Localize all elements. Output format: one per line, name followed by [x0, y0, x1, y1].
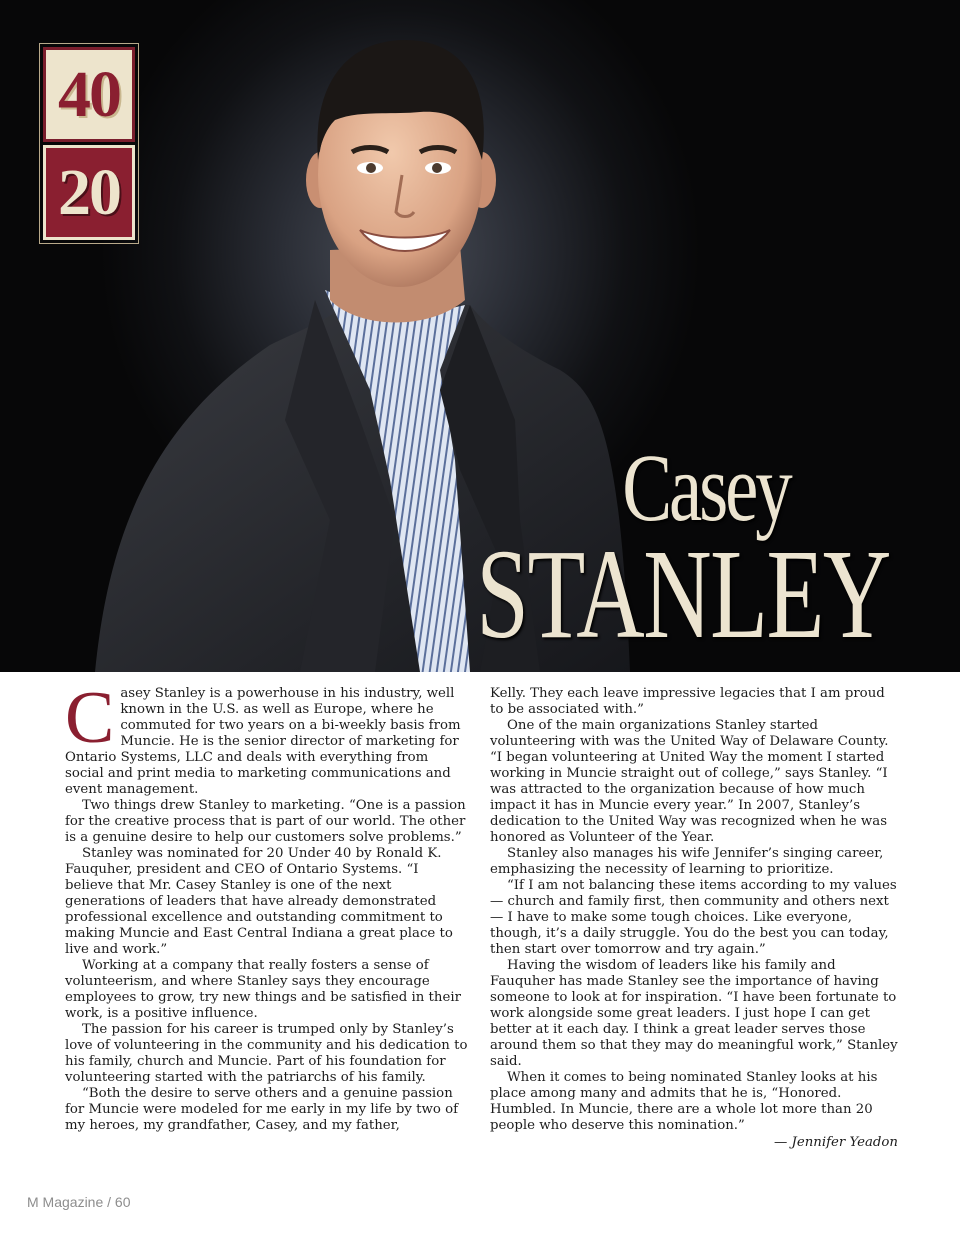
article-paragraph: Kelly. They each leave impressive legacies that I am proud to be associated with.” — [490, 686, 885, 717]
article-right-column — [490, 686, 898, 1151]
article-paragraph: Stanley also manages his wife Jennifer’s singing career, emphasizing the necessity of learning to prioritize. — [490, 846, 884, 877]
article-paragraph: When it comes to being nominated Stanley looks at his place among many and admits that he is, “Honored. Humbled. In Muncie, there are a whole lot more than 20 people who deserve this nomination.” — [490, 1070, 878, 1133]
article-paragraph: Working at a company that really fosters a sense of volunteerism, and where Stanley says they encourage employees to grow, try new things and be satisfied in their work, is a positive influence. — [65, 958, 461, 1021]
headline-last-name: STANLEY — [476, 523, 890, 665]
article-paragraph: “Both the desire to serve others and a genuine passion for Muncie were modeled for me early in my life by two of my heroes, my grandfather, Casey, and my father, — [65, 1086, 459, 1133]
badge-40 — [43, 47, 135, 142]
article-paragraph: Having the wisdom of leaders like his family and Fauquher has made Stanley see the importance of having someone to look at for inspiration. “I have been fortunate to work alongside some great leaders. I just hope I can get better at it each day. I think a great leader serves those around them so that they may do meaningful work,” Stanley said. — [490, 958, 898, 1069]
article-paragraph: One of the main organizations Stanley started volunteering with was the United Way of Delaware County. “I began volunteering at United Way the moment I started working in Muncie straight out of college,” says Stanley. “I was attracted to the organization because of how much impact it has in Muncie every year.” In 2007, Stanley’s dedication to the United Way was recognized when he was honored as Volunteer of the Year. — [490, 718, 889, 845]
article-paragraph: asey Stanley is a powerhouse in his industry, well known in the U.S. as well as Europe, where he commuted for two years on a bi-weekly basis from Muncie. He is the senior director of marketing for Ontario Systems, LLC and deals with everything from social and print media to marketing communications and event management. — [65, 686, 461, 797]
badge-number-40: 40 — [58, 57, 120, 131]
drop-cap: C — [65, 677, 115, 759]
article-paragraph: “If I am not balancing these items according to my values — church and family first, then community and others next — I have to make some tough choices. Like everyone, though, it’s a daily struggle. You do the best you can today, then start over tomorrow and try again.” — [490, 878, 897, 957]
headline-first-name: Casey — [622, 434, 790, 541]
page-footer: M Magazine / 60 — [27, 1194, 131, 1210]
article-paragraph: Stanley was nominated for 20 Under 40 by Ronald K. Fauquher, president and CEO of Ontario Systems. “I believe that Mr. Casey Stanley is one of the next generations of leaders that have already demonstrated professional excellence and outstanding commitment to making Muncie and East Central Indiana a great place to live and work.” — [65, 846, 453, 957]
badge-20 — [43, 145, 135, 240]
article-left-column — [65, 677, 470, 1134]
badge-number-20: 20 — [58, 155, 120, 229]
author-byline: — Jennifer Yeadon — [774, 1135, 898, 1150]
article-paragraph: Two things drew Stanley to marketing. “One is a passion for the creative process that is part of our world. The other is a genuine desire to help our customers solve problems.” — [65, 798, 466, 845]
article-paragraph: The passion for his career is trumped only by Stanley’s love of volunteering in the community and his dedication to his family, church and Muncie. Part of his foundation for volunteering started with the patriarchs of his family. — [65, 1022, 468, 1085]
